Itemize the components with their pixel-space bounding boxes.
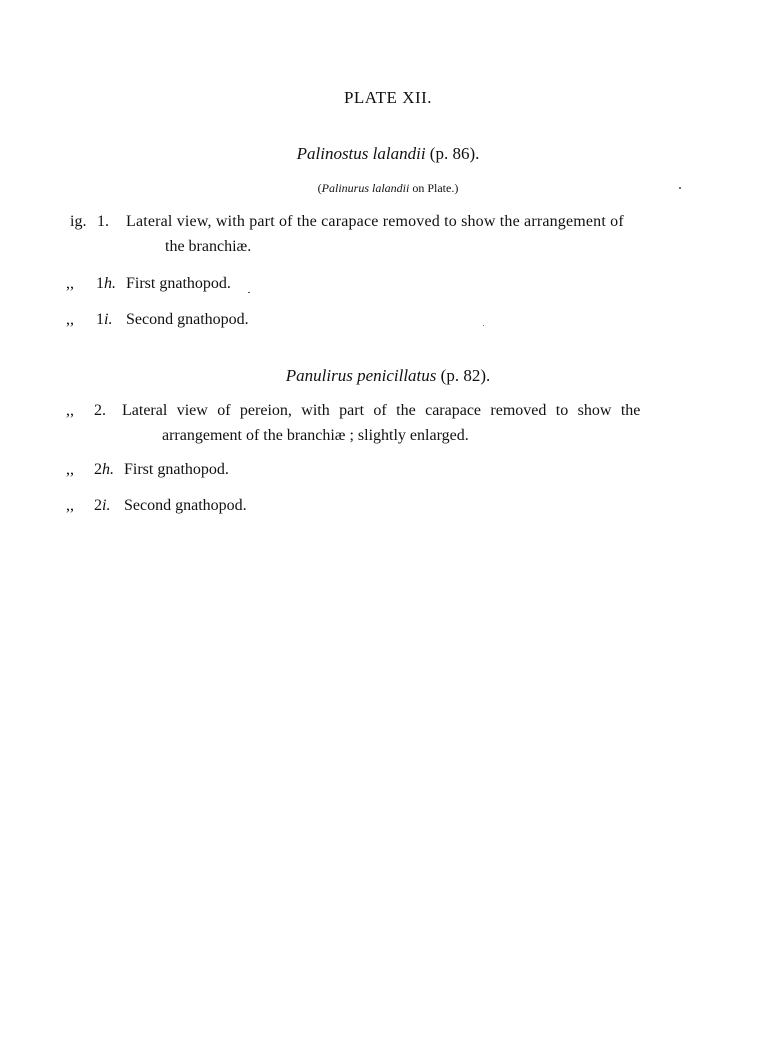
figure-number-digits: 2. — [94, 402, 106, 419]
figure-description: Lateral view, with part of the carapace removed to show the arrangement of — [126, 213, 624, 230]
figure-entry — [0, 402, 776, 424]
note-open-paren: ( — [317, 181, 322, 195]
species-heading-palinostus — [0, 144, 776, 164]
plate-note — [0, 181, 776, 196]
plate-title: PLATE XII. — [343, 88, 433, 107]
figure-prefix: ig. — [70, 213, 87, 230]
figure-entry — [0, 213, 776, 235]
note-species-name: Palinurus lalandii — [321, 181, 410, 195]
figure-letter: h. — [102, 461, 114, 478]
figure-description-continued: arrangement of the branchiæ ; slightly enlarged. — [162, 427, 469, 444]
figure-entry — [0, 497, 776, 519]
figure-number — [97, 213, 109, 231]
figure-number-digits: 2 — [94, 461, 102, 478]
page-reference: (p. 82). — [440, 366, 491, 385]
figure-description: First gnathopod. — [124, 461, 229, 478]
figure-entry — [0, 275, 776, 297]
species-name: Panulirus penicillatus — [285, 366, 437, 385]
figure-description: First gnathopod. — [126, 275, 231, 292]
figure-number-digits: 1. — [97, 213, 109, 230]
figure-number-digits: 1 — [96, 275, 104, 292]
page-reference: (p. 86). — [429, 144, 480, 163]
ditto-mark: ,, — [66, 311, 74, 328]
ditto-mark: ,, — [66, 461, 74, 478]
figure-number — [94, 497, 110, 515]
figure-description-continued: the branchiæ. — [165, 238, 252, 255]
ditto-mark: ,, — [66, 275, 74, 292]
species-name: Palinostus lalandii — [296, 144, 426, 163]
scan-speck — [679, 187, 681, 189]
scan-speck — [248, 292, 250, 293]
scan-speck — [483, 325, 484, 326]
figure-number-digits: 2 — [94, 497, 102, 514]
ditto-mark: ,, — [66, 497, 74, 514]
ditto-mark: ,, — [66, 402, 74, 419]
figure-number — [96, 311, 112, 329]
figure-letter: i. — [104, 311, 113, 328]
species-heading-panulirus — [0, 366, 776, 386]
figure-number — [94, 461, 114, 479]
figure-number — [94, 402, 106, 420]
figure-number — [96, 275, 116, 293]
note-text: on Plate.) — [412, 181, 459, 195]
figure-letter: h. — [104, 275, 116, 292]
figure-description: Lateral view of pereion, with part of the carapace removed to show the — [122, 402, 641, 419]
figure-entry — [0, 311, 776, 333]
figure-letter: i. — [102, 497, 111, 514]
figure-number-digits: 1 — [96, 311, 104, 328]
figure-description: Second gnathopod. — [124, 497, 247, 514]
figure-entry — [0, 461, 776, 483]
figure-description: Second gnathopod. — [126, 311, 249, 328]
